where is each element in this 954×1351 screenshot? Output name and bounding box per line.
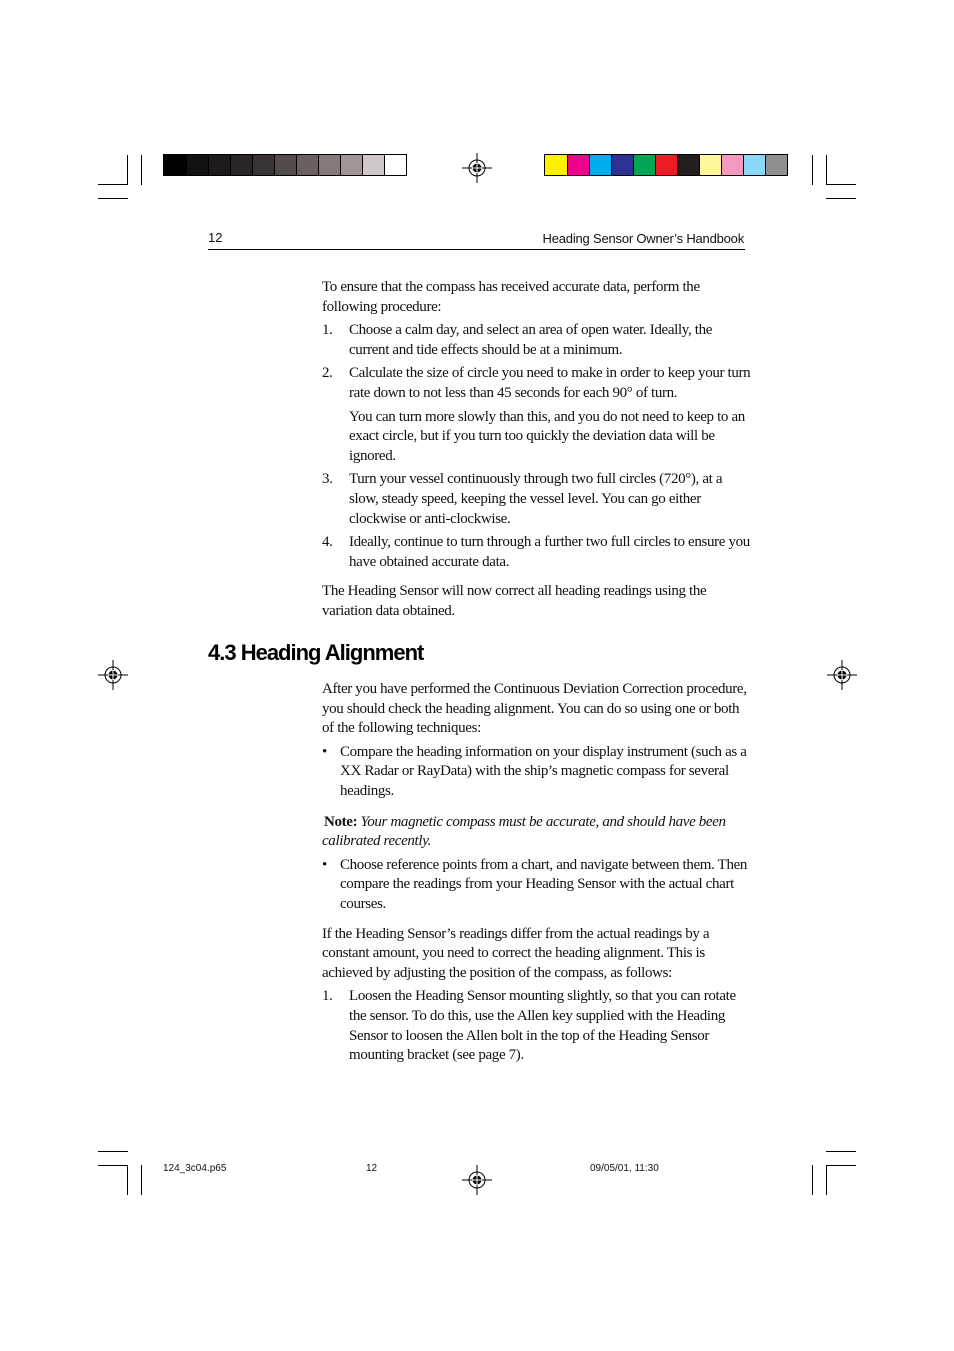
crop-mark <box>826 1165 856 1166</box>
step-text: Calculate the size of circle you need to make in order to keep your turn rate down to not less than 45 seconds for each 90° of turn. <box>349 365 751 401</box>
alignment-steps <box>322 987 752 1065</box>
color-swatch <box>721 155 743 175</box>
list-item <box>322 533 752 572</box>
list-item <box>322 321 752 360</box>
registration-target-icon <box>462 1165 492 1195</box>
crop-mark <box>98 1151 128 1152</box>
crop-mark <box>98 198 128 199</box>
color-swatch <box>765 155 787 175</box>
color-swatch <box>633 155 655 175</box>
procedure-conclusion: The Heading Sensor will now correct all heading readings using the variation data obtained. <box>322 583 707 619</box>
crop-mark <box>826 198 856 199</box>
registration-target-icon <box>98 660 128 690</box>
alignment-paragraph: If the Heading Sensor’s readings differ from the actual readings by a constant amount, you need to correct the heading alignment. This is achieved by adjusting the position of the compass, as follows: <box>322 925 710 981</box>
slug-page: 12 <box>366 1163 378 1174</box>
crop-mark <box>98 1165 128 1166</box>
step-text: Turn your vessel continuously through two full circles (720°), at a slow, steady speed, keeping the vessel level. You can go either clockwise or anti-clockwise. <box>349 471 723 527</box>
step-text: You can turn more slowly than this, and you do not need to keep to an exact circle, but if you turn too quickly the deviation data will be ignored. <box>349 408 745 464</box>
bullet-icon: • <box>322 856 327 873</box>
color-swatch <box>362 155 384 175</box>
list-item <box>322 743 752 802</box>
slug-datetime: 09/05/01, 11:30 <box>590 1163 659 1174</box>
section-intro: After you have performed the Continuous Deviation Correction procedure, you should check the heading alignment. You can do so using one or both of the following techniques: <box>322 681 747 737</box>
procedure-lead: To ensure that the compass has received accurate data, perform the following procedure: <box>322 279 700 315</box>
list-item <box>322 856 752 915</box>
note-label: Note: <box>324 813 358 830</box>
color-swatch <box>186 155 208 175</box>
bullet-icon: • <box>322 743 327 760</box>
color-swatch <box>318 155 340 175</box>
running-title: Heading Sensor Owner’s Handbook <box>542 231 744 246</box>
step-text: Ideally, continue to turn through a further two full circles to ensure you have obtained accurate data. <box>349 534 750 570</box>
header-rule <box>208 249 745 250</box>
color-swatch <box>567 155 589 175</box>
step-number: 4. <box>322 534 333 551</box>
color-swatch <box>164 155 186 175</box>
list-item <box>322 470 752 529</box>
color-swatch <box>384 155 406 175</box>
grayscale-color-bar <box>163 154 407 176</box>
section-heading: 4.3 Heading Alignment <box>208 640 424 665</box>
color-swatch <box>699 155 721 175</box>
page-number: 12 <box>208 230 223 245</box>
step-text: Choose a calm day, and select an area of open water. Ideally, the current and tide effects should be at a minimum. <box>349 322 713 358</box>
color-swatch <box>589 155 611 175</box>
color-swatch <box>655 155 677 175</box>
color-swatch <box>611 155 633 175</box>
step-number: 3. <box>322 471 333 488</box>
procedure-steps <box>322 321 752 572</box>
step-text: Loosen the Heading Sensor mounting slightly, so that you can rotate the sensor. To do this, use the Allen key supplied with the Heading Sensor to loosen the Allen bolt in the top of the Heading Sensor mounting bracket (see page 7). <box>349 988 736 1064</box>
bullet-text: Choose reference points from a chart, and navigate between them. Then compare the readings from your Heading Sensor with the actual chart courses. <box>340 856 748 912</box>
crop-mark <box>826 1151 856 1152</box>
crop-mark <box>826 184 856 185</box>
color-swatch <box>274 155 296 175</box>
color-swatch <box>677 155 699 175</box>
procedure-block <box>322 278 752 622</box>
technique-list <box>322 743 752 802</box>
crop-mark <box>127 1165 128 1195</box>
slug-filename: 124_3c04.p65 <box>163 1163 227 1174</box>
alignment-block <box>322 680 752 1066</box>
note-text: Your magnetic compass must be accurate, and should have been calibrated recently. <box>322 813 726 850</box>
color-swatch <box>252 155 274 175</box>
color-swatch <box>743 155 765 175</box>
crop-mark <box>812 1165 813 1195</box>
color-swatch <box>545 155 567 175</box>
color-swatch <box>340 155 362 175</box>
process-color-bar <box>544 154 788 176</box>
crop-mark <box>141 1165 142 1195</box>
color-swatch <box>208 155 230 175</box>
color-swatch <box>296 155 318 175</box>
technique-list <box>322 856 752 915</box>
note <box>322 813 752 852</box>
bullet-text: Compare the heading information on your display instrument (such as a XX Radar or RayData) with the ship’s magnetic compass for several headings. <box>340 743 747 799</box>
crop-mark <box>98 184 128 185</box>
list-item <box>322 408 752 467</box>
step-number: 1. <box>322 322 333 339</box>
crop-mark <box>141 155 142 185</box>
registration-target-icon <box>462 153 492 183</box>
crop-mark <box>826 1165 827 1195</box>
color-swatch <box>230 155 252 175</box>
crop-mark <box>812 155 813 185</box>
list-item <box>322 364 752 403</box>
step-number: 2. <box>322 365 333 382</box>
list-item <box>322 987 752 1065</box>
registration-target-icon <box>827 660 857 690</box>
crop-mark <box>127 155 128 185</box>
step-number: 1. <box>322 988 333 1005</box>
crop-mark <box>826 155 827 185</box>
